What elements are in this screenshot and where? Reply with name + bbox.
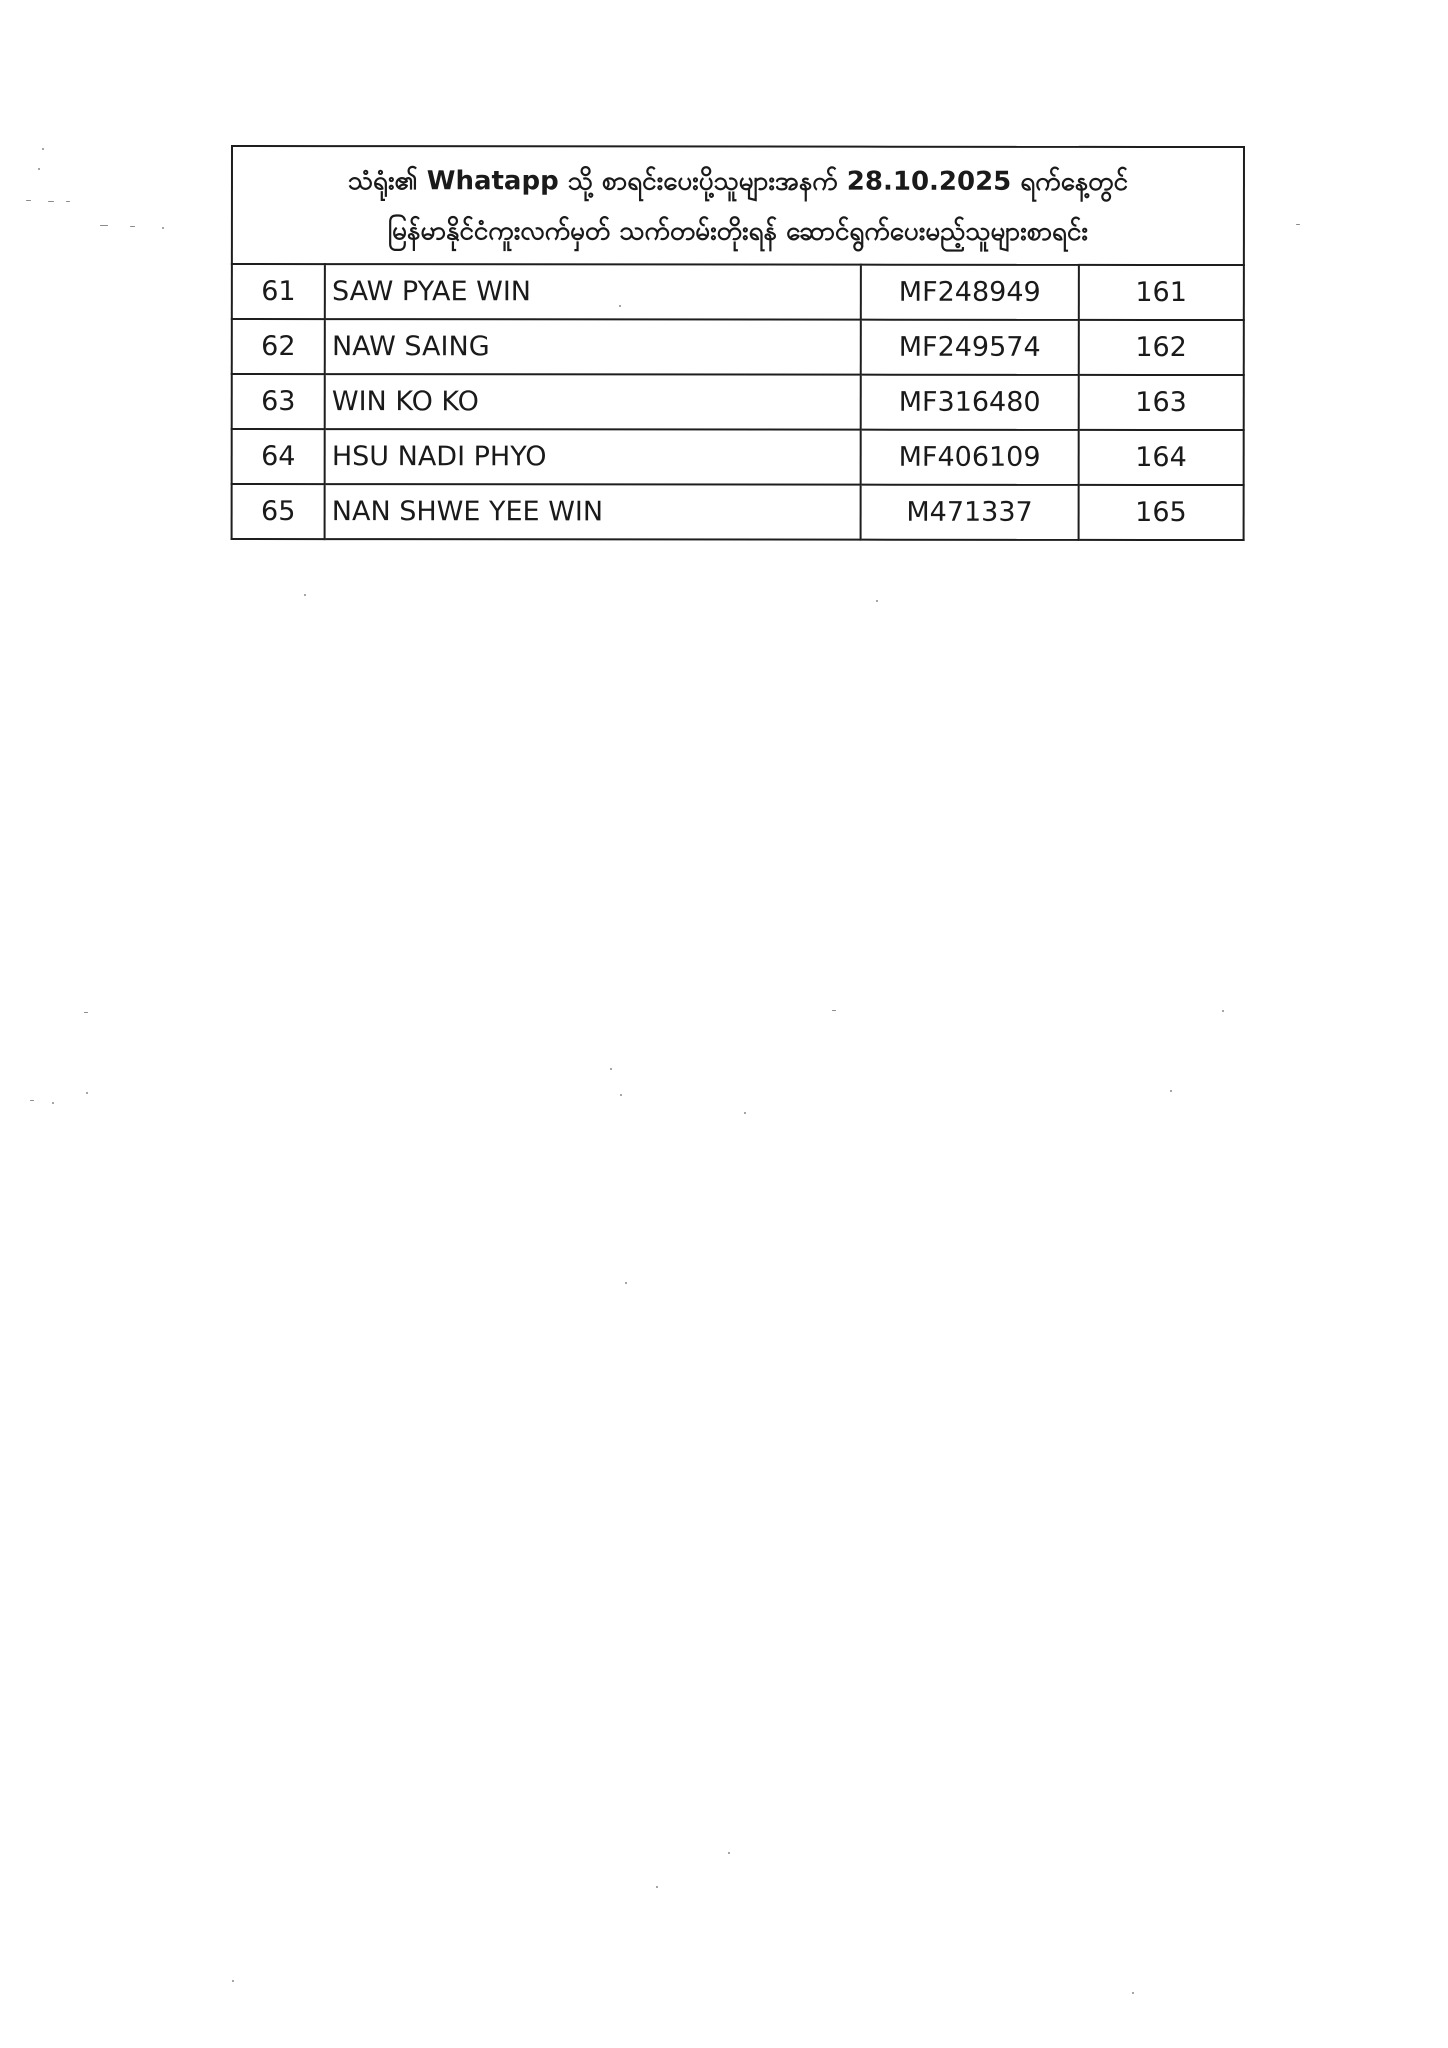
scan-speck bbox=[625, 1282, 627, 1284]
serial-number: 161 bbox=[1078, 265, 1243, 320]
scan-speck bbox=[86, 1092, 88, 1094]
scan-speck bbox=[1132, 1992, 1134, 1994]
table-row bbox=[232, 429, 1244, 485]
scan-speck bbox=[232, 1980, 234, 1982]
scan-speck bbox=[1222, 1010, 1224, 1012]
serial-number: 165 bbox=[1078, 485, 1243, 540]
serial-number: 162 bbox=[1078, 320, 1243, 375]
scan-speck bbox=[1296, 224, 1300, 225]
row-number: 62 bbox=[232, 319, 325, 374]
scan-speck bbox=[832, 1010, 836, 1011]
row-number: 65 bbox=[232, 484, 325, 539]
table-row bbox=[232, 484, 1244, 540]
passport-number: MF406109 bbox=[861, 430, 1078, 485]
title-line-2: မြန်မာနိုင်ငံကူးလက်မှတ် သက်တမ်းတိုးရန် ဆောင်ရွက်ပေးမည့်သူများစာရင်း bbox=[387, 216, 1089, 247]
row-number: 61 bbox=[232, 264, 325, 319]
scan-speck bbox=[100, 225, 108, 226]
table-row bbox=[232, 264, 1244, 320]
passport-number: MF249574 bbox=[861, 320, 1078, 375]
table-title-row bbox=[232, 146, 1244, 265]
passport-number: MF248949 bbox=[861, 265, 1078, 320]
scan-speck bbox=[744, 1112, 746, 1114]
applicant-name: WIN KO KO bbox=[325, 374, 861, 430]
scan-speck bbox=[42, 148, 44, 150]
scan-speck bbox=[619, 305, 621, 307]
scan-speck bbox=[1170, 1090, 1172, 1092]
serial-number: 163 bbox=[1078, 375, 1243, 430]
passport-number: MF316480 bbox=[861, 375, 1078, 430]
scan-speck bbox=[26, 200, 31, 201]
applicant-name: NAN SHWE YEE WIN bbox=[325, 484, 861, 540]
scan-speck bbox=[162, 227, 164, 229]
scan-speck bbox=[130, 226, 135, 227]
applicant-name: SAW PYAE WIN bbox=[325, 264, 861, 320]
table-title bbox=[232, 146, 1244, 265]
row-number: 64 bbox=[232, 429, 325, 484]
scan-speck bbox=[66, 201, 70, 202]
table-row bbox=[232, 374, 1244, 430]
scan-speck bbox=[728, 1852, 730, 1854]
scan-speck bbox=[84, 1012, 88, 1013]
scan-speck bbox=[48, 201, 54, 202]
applicant-name: NAW SAING bbox=[325, 319, 861, 375]
scan-speck bbox=[656, 1886, 658, 1888]
scan-speck bbox=[304, 594, 306, 596]
title-line-1: သံရုံး၏ Whatapp သို့ စာရင်းပေးပို့သူများအနက် 28.10.2025 ရက်နေ့တွင် bbox=[347, 166, 1129, 197]
serial-number: 164 bbox=[1078, 430, 1243, 485]
row-number: 63 bbox=[232, 374, 325, 429]
scan-speck bbox=[52, 1102, 54, 1104]
scan-speck bbox=[610, 1068, 612, 1070]
passport-number: M471337 bbox=[861, 485, 1078, 540]
scan-speck bbox=[620, 1094, 622, 1096]
scan-speck bbox=[876, 600, 878, 602]
applicant-name: HSU NADI PHYO bbox=[325, 429, 861, 485]
applicant-list-table bbox=[231, 145, 1245, 541]
scan-speck bbox=[30, 1100, 34, 1101]
table-row bbox=[232, 319, 1244, 375]
scan-speck bbox=[38, 168, 40, 170]
